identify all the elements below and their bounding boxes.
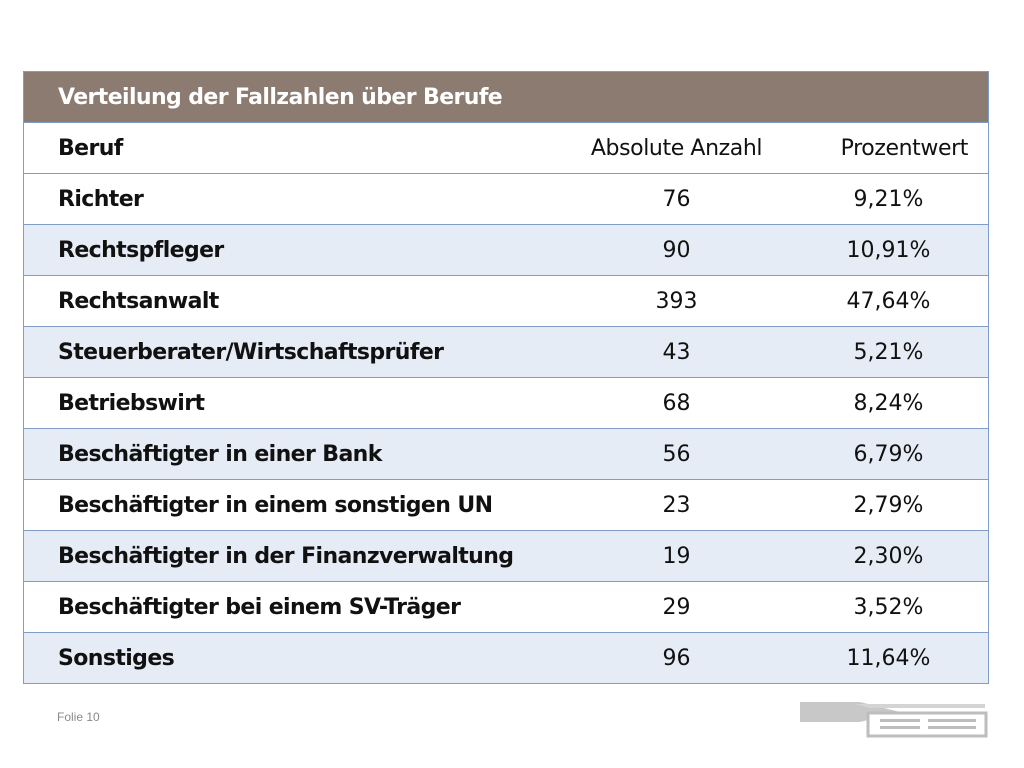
row-count: 19 [534,531,789,582]
row-profession: Betriebswirt [24,378,534,429]
row-count: 56 [534,429,789,480]
row-profession: Steuerberater/Wirtschaftsprüfer [24,327,534,378]
row-count: 43 [534,327,789,378]
row-percent: 11,64% [789,633,988,684]
profession-table [23,71,989,684]
header-percent: Prozentwert [789,123,988,174]
row-profession: Beschäftigter in einem sonstigen UN [24,480,534,531]
row-percent: 9,21% [789,174,988,225]
table-row [24,174,988,225]
table-row [24,633,988,684]
row-percent: 10,91% [789,225,988,276]
table-row [24,480,988,531]
row-count: 76 [534,174,789,225]
table-row [24,225,988,276]
table-title-row [24,72,988,123]
row-count: 393 [534,276,789,327]
row-profession: Sonstiges [24,633,534,684]
row-percent: 3,52% [789,582,988,633]
row-percent: 2,79% [789,480,988,531]
table-row [24,582,988,633]
table-row [24,276,988,327]
slide-number-label: Folie 10 [57,710,100,724]
table-header-row [24,123,988,174]
row-count: 29 [534,582,789,633]
row-count: 68 [534,378,789,429]
row-percent: 8,24% [789,378,988,429]
row-percent: 5,21% [789,327,988,378]
row-profession: Rechtsanwalt [24,276,534,327]
row-count: 23 [534,480,789,531]
logo-icon [800,700,990,740]
table-row [24,429,988,480]
data-table [24,72,988,683]
table-row [24,327,988,378]
header-count: Absolute Anzahl [534,123,789,174]
table-title: Verteilung der Fallzahlen über Berufe [24,72,988,123]
table-row [24,378,988,429]
table-row [24,531,988,582]
row-profession: Richter [24,174,534,225]
row-profession: Beschäftigter in einer Bank [24,429,534,480]
row-percent: 2,30% [789,531,988,582]
row-count: 90 [534,225,789,276]
row-profession: Beschäftigter bei einem SV-Träger [24,582,534,633]
row-percent: 47,64% [789,276,988,327]
row-count: 96 [534,633,789,684]
header-profession: Beruf [24,123,534,174]
row-profession: Beschäftigter in der Finanzverwaltung [24,531,534,582]
row-percent: 6,79% [789,429,988,480]
row-profession: Rechtspfleger [24,225,534,276]
